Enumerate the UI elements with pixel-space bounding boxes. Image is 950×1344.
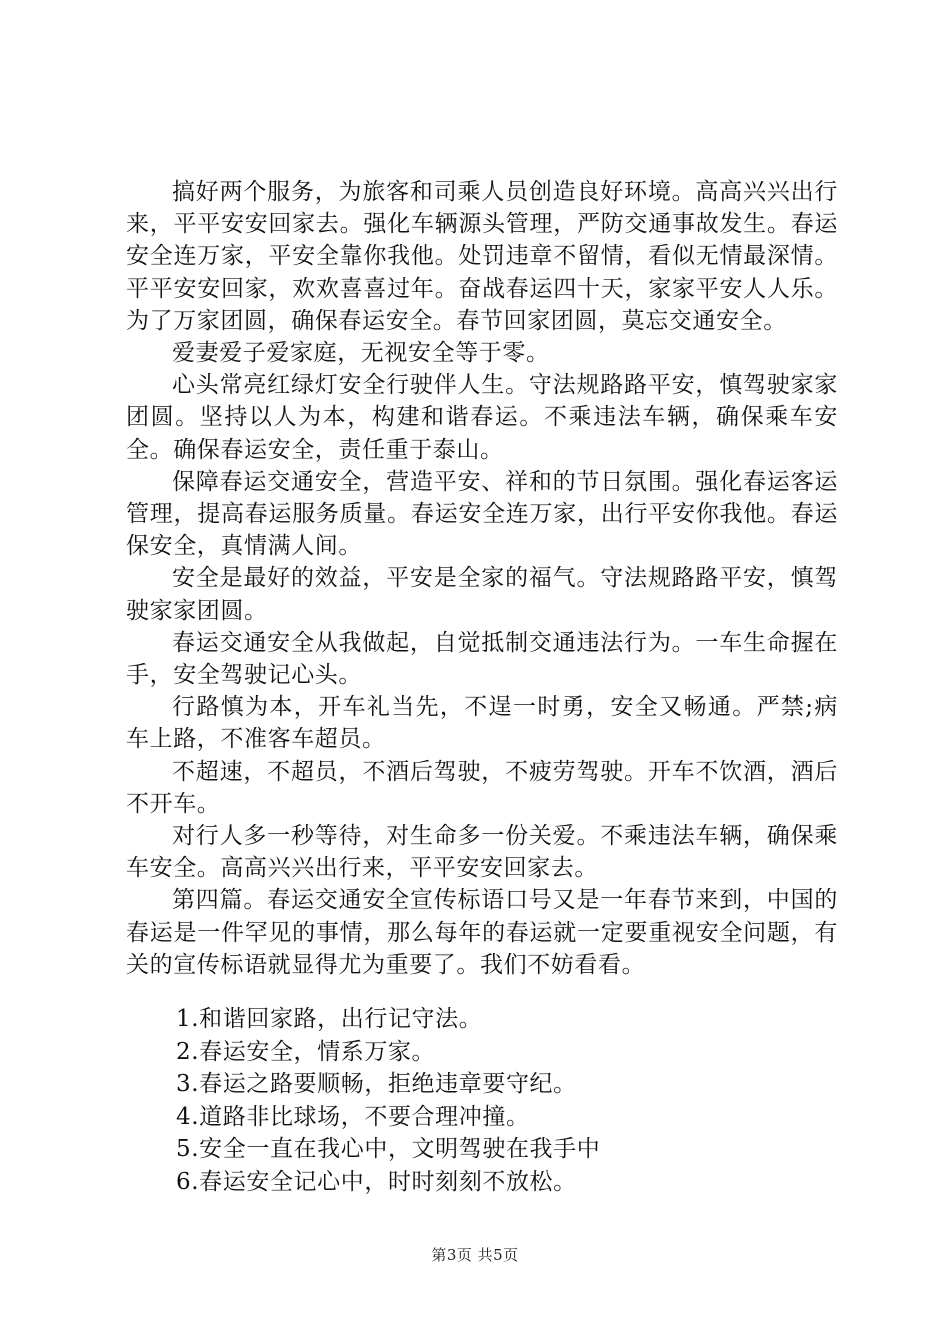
body-text: [126, 176, 838, 981]
paragraph: 对行人多一秒等待，对生命多一份关爱。不乘违法车辆，确保乘车安全。高高兴兴出行来，平平安安回家去。: [126, 823, 838, 882]
page-number-footer: 第3页 共5页: [431, 1246, 519, 1264]
slogan-list: [176, 1003, 816, 1199]
paragraph: 第四篇。春运交通安全宣传标语口号又是一年春节来到，中国的春运是一件罕见的事情，那么每年的春运就一定要重视安全问题，有关的宣传标语就显得尤为重要了。我们不妨看看。: [126, 887, 838, 978]
list-item: 3.春运之路要顺畅，拒绝违章要守纪。: [176, 1071, 577, 1098]
list-item: 4.道路非比球场，不要合理冲撞。: [176, 1103, 530, 1130]
list-item: 2.春运安全，情系万家。: [176, 1038, 436, 1065]
paragraph: 心头常亮红绿灯安全行驶伴人生。守法规路路平安，慎驾驶家家团圆。坚持以人为本，构建和谐春运。不乘违法车辆，确保乘车安全。确保春运安全，责任重于泰山。: [126, 372, 838, 463]
paragraph: 安全是最好的效益，平安是全家的福气。守法规路路平安，慎驾驶家家团圆。: [126, 565, 838, 624]
list-item: 6.春运安全记心中，时时刻刻不放松。: [176, 1168, 577, 1195]
paragraph: 爱妻爱子爱家庭，无视安全等于零。: [172, 340, 550, 367]
paragraph: 春运交通安全从我做起，自觉抵制交通违法行为。一车生命握在手，安全驾驶记心头。: [126, 629, 838, 689]
paragraph: 保障春运交通安全，营造平安、祥和的节日氛围。强化春运客运管理，提高春运服务质量。春运安全连万家，出行平安你我他。春运保安全，真情满人间。: [126, 468, 838, 560]
list-item: 1.和谐回家路，出行记守法。: [176, 1006, 483, 1032]
list-item: 5.安全一直在我心中，文明驾驶在我手中: [176, 1136, 601, 1163]
paragraph: 搞好两个服务，为旅客和司乘人员创造良好环境。高高兴兴出行来，平平安安回家去。强化车辆源头管理，严防交通事故发生。春运安全连万家，平安全靠你我他。处罚违章不留情，看似无情最深情。平平安安回家，欢欢喜喜过年。奋战春运四十天，家家平安人人乐。为了万家团圆，确保春运安全。春节回家团圆，莫忘交通安全。: [126, 179, 838, 334]
paragraph: 行路慎为本，开车礼当先，不逞一时勇，安全又畅通。严禁;病车上路，不准客车超员。: [126, 694, 838, 753]
paragraph: 不超速，不超员，不酒后驾驶，不疲劳驾驶。开车不饮酒，酒后不开车。: [126, 758, 838, 817]
